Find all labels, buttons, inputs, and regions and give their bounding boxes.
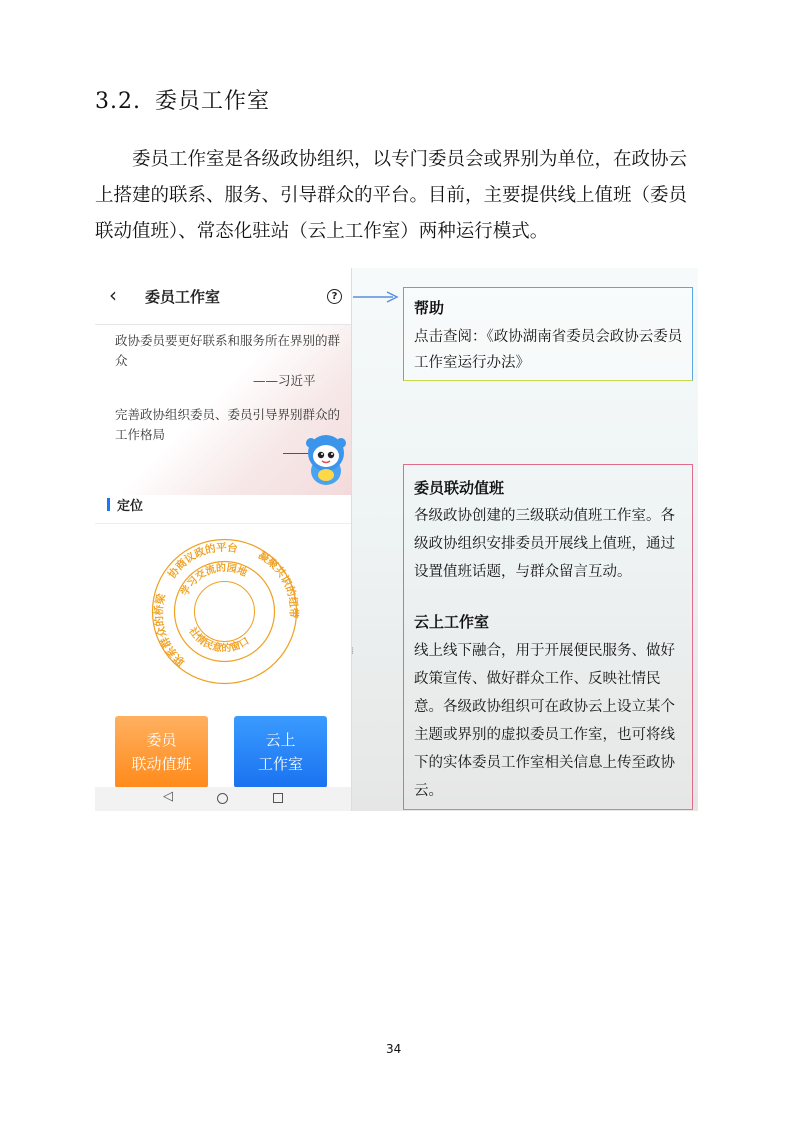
quote-text-1: 政协委员要更好联系和服务所在界别的群众 <box>115 333 341 368</box>
svg-text:凝聚共识的纽带 <box>256 548 301 619</box>
phone-screen <box>95 268 352 811</box>
mascot-icon <box>301 431 351 487</box>
mode2-body: 线上线下融合，用于开展便民服务、做好政策宣传、做好群众工作、反映社情民意。各级政协组织可在政协云上设立某个主题或界别的虚拟委员工作室，也可将线下的实体委员工作室相关信息上传至政协云。 <box>414 643 675 799</box>
quote-author: ——习近平 <box>253 373 316 388</box>
mode1-title: 委员联动值班 <box>414 479 505 497</box>
section-heading <box>95 84 270 115</box>
mode2-title: 云上工作室 <box>414 613 490 631</box>
divider-handle: ⁞ <box>351 646 355 657</box>
ring-text-outer-right: 凝聚共识的纽带 <box>255 549 300 619</box>
quote-text-2: 完善政协组织委员、委员引导界别群众的工作格局 <box>115 407 341 442</box>
app-title: 委员工作室 <box>145 288 221 306</box>
divider <box>95 523 351 524</box>
location-label: 定位 <box>117 499 144 514</box>
button-label: 工作室 <box>257 755 303 773</box>
ring-text-inner-top: 学习交流的园地 <box>179 562 249 598</box>
nav-back-icon[interactable]: ◁ <box>163 789 173 804</box>
help-body: 点击查阅：《政协湖南省委员会政协云委员工作室运行办法》 <box>414 329 683 371</box>
nav-recents-icon[interactable] <box>273 793 283 803</box>
help-icon[interactable]: ? <box>327 289 342 304</box>
button-label: 联动值班 <box>131 755 192 773</box>
paragraph-line: 上搭建的联系、服务、引导群众的平台。目前，主要提供线上值班（委员 <box>95 185 688 206</box>
app-header <box>95 268 351 325</box>
section-title: 委员工作室 <box>154 89 270 114</box>
arrow-icon <box>351 290 399 304</box>
help-annotation <box>403 287 693 381</box>
mode1-body: 各级政协创建的三级联动值班工作室。各级政协组织安排委员开展线上值班，通过设置值班话题，与群众留言互动。 <box>414 508 675 580</box>
intro-paragraph <box>95 142 705 250</box>
button-label: 云上 <box>265 731 296 749</box>
button-label: 委员 <box>146 731 177 749</box>
system-nav-bar <box>95 787 351 811</box>
paragraph-line: 委员工作室是各级政协组织，以专门委员会或界别为单位，在政协云 <box>132 149 688 170</box>
modes-annotation <box>403 464 693 810</box>
screenshot-figure <box>95 268 698 811</box>
section-number: 3.2. <box>95 89 141 114</box>
svg-text:联系群众的桥梁 <box>152 592 187 668</box>
nav-home-icon[interactable] <box>217 793 228 804</box>
svg-text:社情民意的窗口 <box>186 624 252 655</box>
page-number: 34 <box>386 1042 402 1056</box>
help-title: 帮助 <box>414 299 445 317</box>
location-marker <box>107 498 110 511</box>
cloud-studio-button[interactable] <box>234 716 327 788</box>
ring-text-outer-left: 联系群众的桥梁 <box>153 592 188 668</box>
ring-text-outer-top: 协商议政的平台 <box>166 541 239 581</box>
paragraph-line: 联动值班）、常态化驻站（云上工作室）两种运行模式。 <box>95 221 549 242</box>
ring-text-inner-bottom: 社情民意的窗口 <box>186 625 252 655</box>
function-rings <box>147 534 302 689</box>
back-icon[interactable]: ‹ <box>109 283 117 307</box>
committee-duty-button[interactable] <box>115 716 208 788</box>
